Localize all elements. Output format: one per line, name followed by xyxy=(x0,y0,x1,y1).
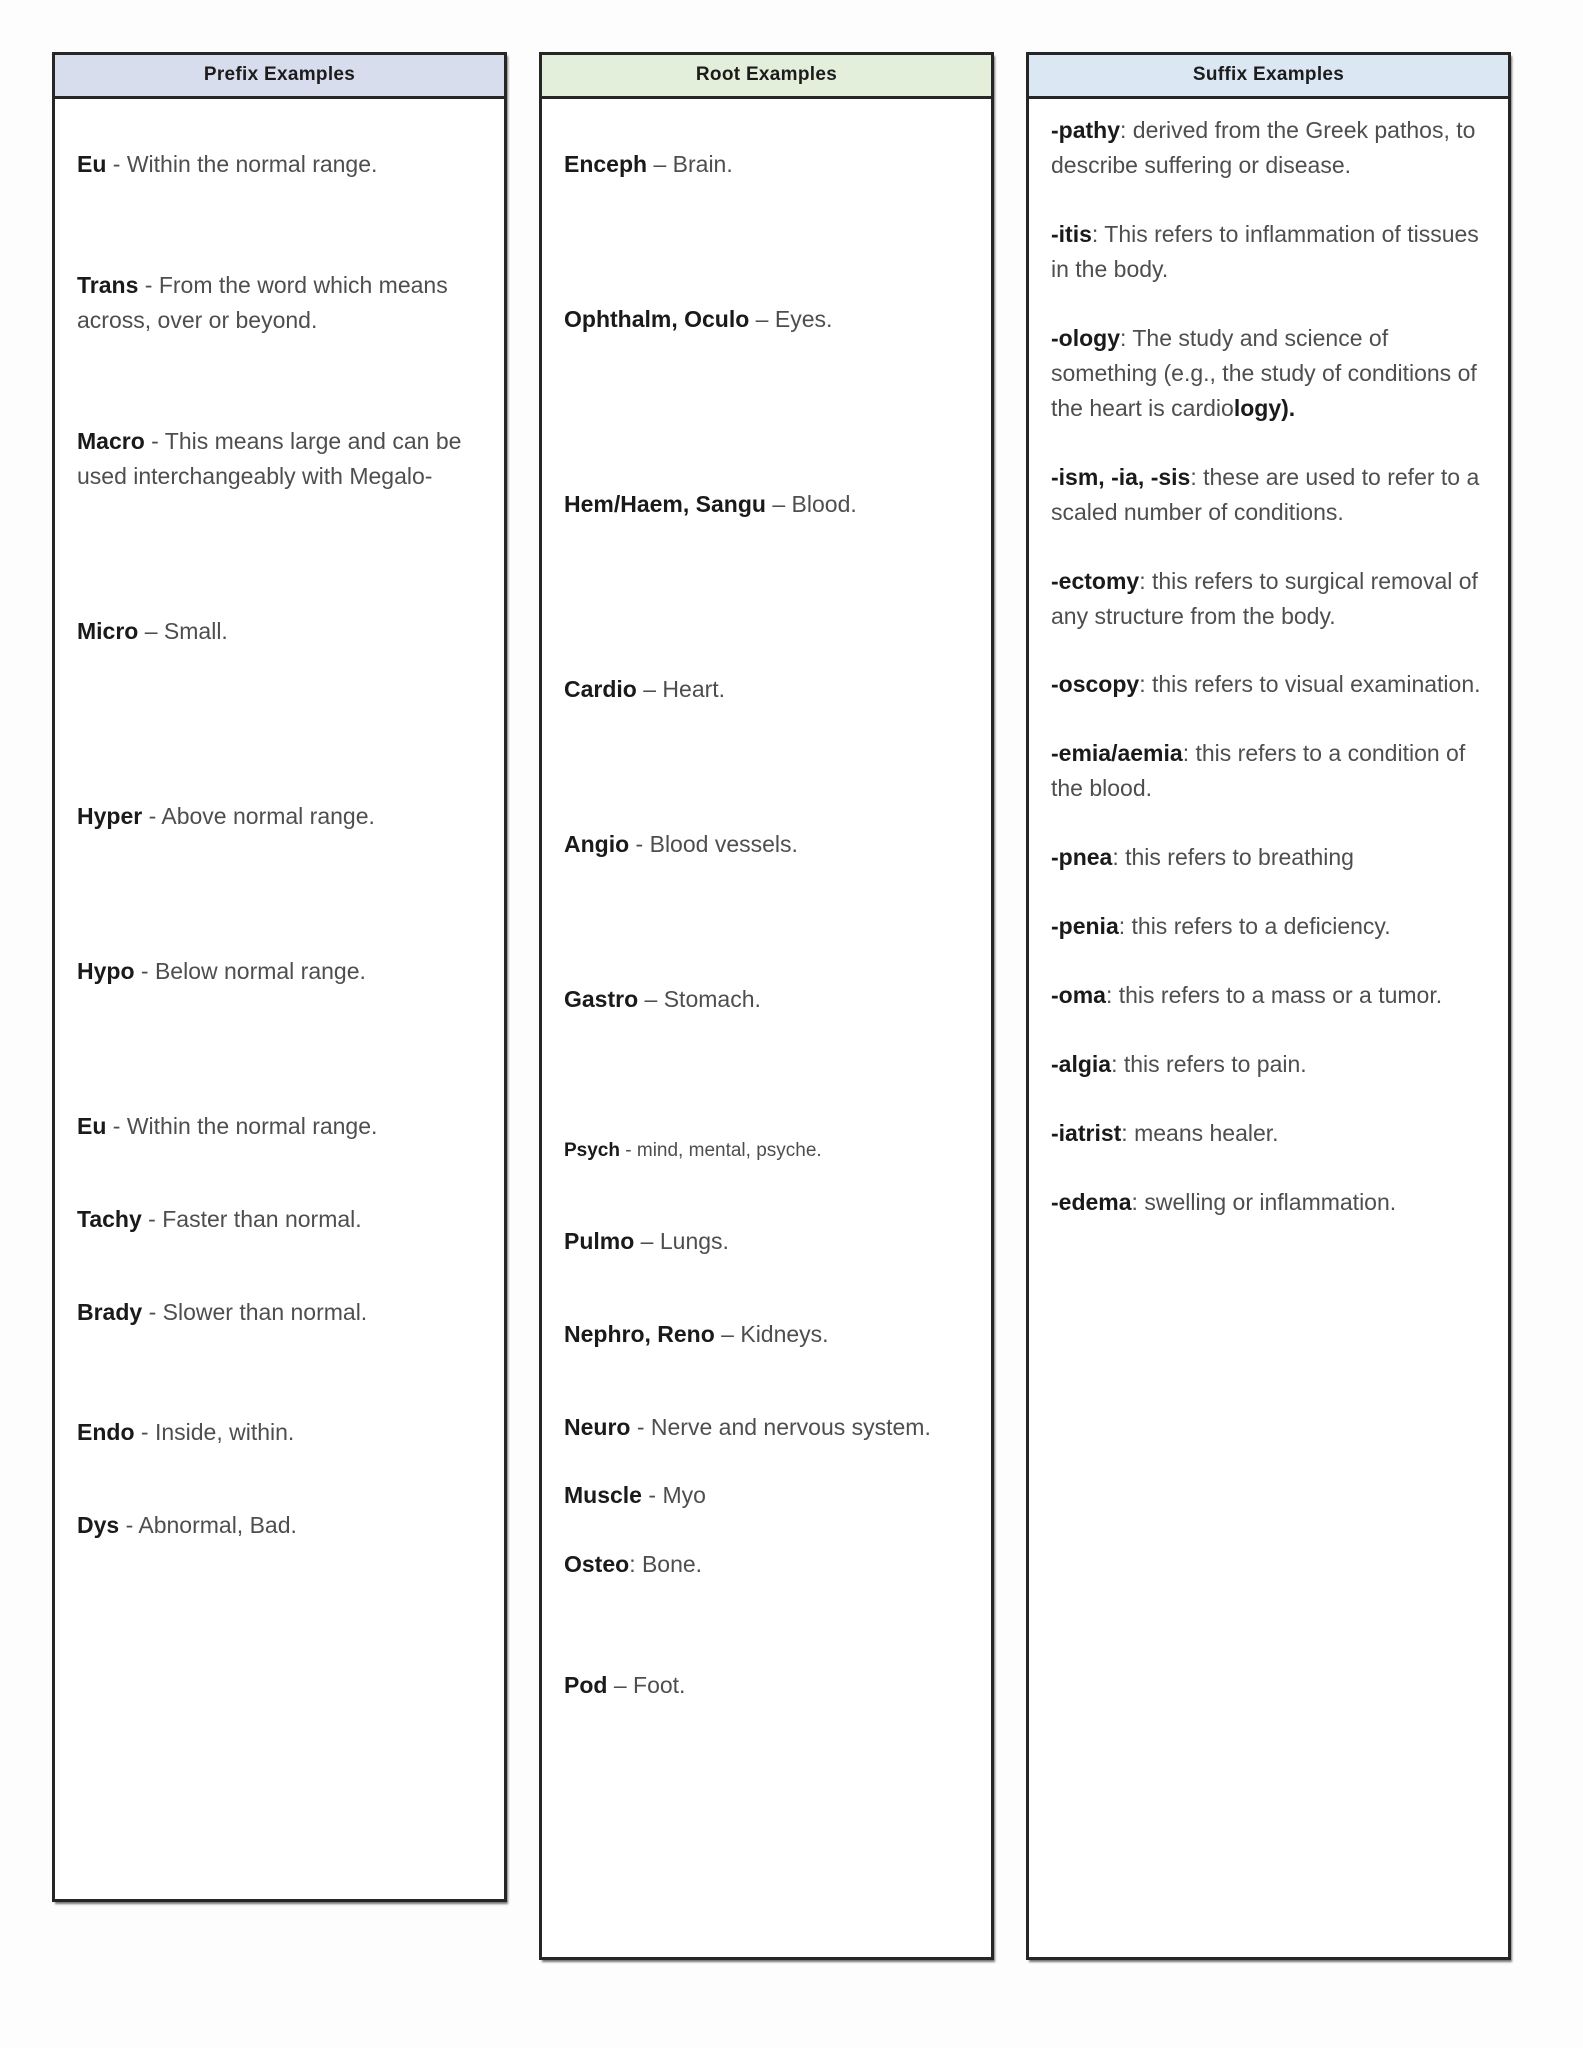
entry-separator: - xyxy=(629,830,650,857)
entry-definition: Slower than normal. xyxy=(162,1298,368,1325)
entry-separator: – xyxy=(138,617,164,644)
entry-definition: This means large and can be used interchangeably with Megalo- xyxy=(77,427,462,489)
entry-separator: : xyxy=(1139,671,1152,698)
entry-definition: these are used to refer to a scaled number of conditions. xyxy=(1051,463,1480,525)
entry-separator: – xyxy=(714,1320,741,1347)
entry-term: Psych xyxy=(564,1139,620,1161)
entry-separator: : xyxy=(1112,844,1126,871)
entry-separator: - xyxy=(134,957,155,984)
entry-prefix-2 xyxy=(77,424,486,494)
entry-term: Hem/Haem, Sangu xyxy=(564,490,766,517)
entry-root-11 xyxy=(564,1547,973,1582)
entry-definition: this refers to breathing xyxy=(1125,844,1354,871)
entry-definition: Heart. xyxy=(662,675,726,702)
entry-root-2 xyxy=(564,487,973,522)
entry-separator: - xyxy=(619,1139,637,1161)
entry-definition: Abnormal, Bad. xyxy=(138,1512,297,1539)
entry-definition: this refers to a deficiency. xyxy=(1131,913,1391,940)
column-body-root xyxy=(542,99,991,1957)
entry-term: Angio xyxy=(564,830,630,857)
entry-definition: derived from the Greek pathos, to describe suffering or disease. xyxy=(1051,117,1476,178)
entry-separator: : xyxy=(1120,117,1133,143)
entry-separator: - xyxy=(138,271,159,298)
entry-definition: Within the normal range. xyxy=(126,151,378,177)
entry-root-5 xyxy=(564,982,973,1017)
entry-suffix-6 xyxy=(1051,736,1490,806)
entry-suffix-11 xyxy=(1051,1116,1490,1151)
entry-definition: Nerve and nervous system. xyxy=(650,1413,931,1440)
entry-prefix-10 xyxy=(77,1508,486,1543)
entry-definition: this refers to pain. xyxy=(1123,1051,1307,1078)
entry-separator: – xyxy=(636,675,663,702)
entry-term: Muscle xyxy=(564,1482,642,1509)
column-header-prefix: Prefix Examples xyxy=(55,55,504,99)
entry-separator: - xyxy=(106,1112,127,1139)
entry-term: Dys xyxy=(77,1512,120,1539)
entry-suffix-2 xyxy=(1051,321,1490,426)
entry-separator: - xyxy=(106,151,127,177)
entry-term: Hyper xyxy=(77,802,143,829)
entry-separator: : xyxy=(1118,913,1132,940)
entry-definition: means healer. xyxy=(1134,1120,1279,1147)
entry-suffix-1 xyxy=(1051,217,1490,287)
entry-suffix-9 xyxy=(1051,978,1490,1013)
entry-term: -oscopy xyxy=(1051,671,1140,698)
entry-term: Cardio xyxy=(564,675,637,702)
entry-prefix-3 xyxy=(77,614,486,649)
entry-definition: From the word which means across, over or beyond. xyxy=(77,271,448,333)
entry-term: -algia xyxy=(1051,1051,1112,1078)
entry-prefix-1 xyxy=(77,268,486,338)
entry-separator: – xyxy=(607,1672,634,1699)
entry-prefix-8 xyxy=(77,1295,486,1330)
entry-prefix-5 xyxy=(77,954,486,989)
entry-term: Hypo xyxy=(77,957,135,984)
entry-term: Neuro xyxy=(564,1413,631,1440)
entry-term: Endo xyxy=(77,1419,135,1446)
entry-definition: Foot. xyxy=(633,1672,686,1699)
entry-term: Trans xyxy=(77,271,139,298)
entry-definition: Stomach. xyxy=(663,985,761,1012)
entry-separator: : xyxy=(1121,1120,1135,1147)
entry-term: Brady xyxy=(77,1298,143,1325)
entry-suffix-12 xyxy=(1051,1185,1490,1220)
entry-term: -pnea xyxy=(1051,844,1113,871)
entry-term: Eu xyxy=(77,151,107,177)
entry-separator: : xyxy=(1190,463,1204,490)
entry-separator: – xyxy=(749,305,775,332)
entry-prefix-6 xyxy=(77,1109,486,1144)
entry-definition: mind, mental, psyche. xyxy=(636,1139,822,1161)
entry-definition: This refers to inflammation of tissues in the body. xyxy=(1051,220,1479,282)
column-body-prefix xyxy=(55,99,504,1899)
entry-root-4 xyxy=(564,827,973,862)
entry-definition: Brain. xyxy=(672,151,733,177)
entry-term: Osteo xyxy=(564,1551,630,1578)
entry-separator: – xyxy=(638,985,664,1012)
entry-term: -ology xyxy=(1051,324,1120,351)
entry-definition: Above normal range. xyxy=(161,802,375,829)
entry-definition: Below normal range. xyxy=(154,957,366,984)
entry-suffix-10 xyxy=(1051,1047,1490,1082)
entry-root-9 xyxy=(564,1410,973,1445)
entry-definition: this refers to surgical removal of any structure from the body. xyxy=(1051,567,1478,629)
entry-definition: Kidneys. xyxy=(740,1320,829,1347)
entry-prefix-4 xyxy=(77,799,486,834)
entry-term: Pulmo xyxy=(564,1227,635,1254)
entry-separator: - xyxy=(641,1482,663,1509)
entry-root-12 xyxy=(564,1668,973,1703)
entry-separator: - xyxy=(134,1419,155,1446)
entry-suffix-5 xyxy=(1051,667,1490,702)
entry-term: Gastro xyxy=(564,985,639,1012)
entry-suffix-8 xyxy=(1051,909,1490,944)
column-root xyxy=(539,52,994,1960)
entry-suffix-7 xyxy=(1051,840,1490,875)
entry-separator: : xyxy=(1105,982,1119,1009)
entry-root-8 xyxy=(564,1317,973,1352)
entry-definition: Small. xyxy=(163,617,228,644)
entry-separator: : xyxy=(1131,1189,1145,1216)
column-header-root: Root Examples xyxy=(542,55,991,99)
entry-term: Micro xyxy=(77,617,139,644)
entry-definition: The study and science of something (e.g., the study of conditions of the heart is cardio xyxy=(1051,324,1477,421)
entry-definition: Lungs. xyxy=(659,1227,729,1254)
entry-separator: : xyxy=(1111,1051,1124,1078)
entry-definition: swelling or inflammation. xyxy=(1144,1189,1397,1216)
entry-separator: – xyxy=(634,1227,660,1254)
column-header-suffix: Suffix Examples xyxy=(1029,55,1508,99)
entry-term: -itis xyxy=(1051,220,1092,247)
entry-term: Macro xyxy=(77,427,145,454)
entry-term: -ism, -ia, -sis xyxy=(1051,463,1191,490)
entry-definition: this refers to a condition of the blood. xyxy=(1051,740,1466,802)
entry-term: Pod xyxy=(564,1672,608,1699)
entry-definition: Blood vessels. xyxy=(649,830,798,857)
entry-definition: Blood. xyxy=(791,490,857,517)
entry-definition: Faster than normal. xyxy=(162,1205,362,1232)
entry-separator: : xyxy=(629,1551,642,1578)
entry-term: Ophthalm, Oculo xyxy=(564,305,750,332)
entry-prefix-9 xyxy=(77,1415,486,1450)
entry-definition: Within the normal range. xyxy=(126,1112,378,1139)
entry-root-1 xyxy=(564,302,973,337)
entry-suffix-0 xyxy=(1051,113,1490,183)
entry-term: -ectomy xyxy=(1051,567,1140,594)
entry-separator: - xyxy=(142,1298,163,1325)
entry-separator: - xyxy=(630,1413,651,1440)
entry-separator: : xyxy=(1182,740,1196,767)
entry-suffix-4 xyxy=(1051,564,1490,634)
entry-definition: Inside, within. xyxy=(154,1419,295,1446)
entry-separator: - xyxy=(141,1205,163,1232)
entry-root-7 xyxy=(564,1224,973,1259)
entry-term: -edema xyxy=(1051,1189,1132,1216)
entry-term: Eu xyxy=(77,1112,107,1139)
entry-root-0 xyxy=(564,147,973,182)
column-body-suffix xyxy=(1029,99,1508,1957)
entry-definition-emphasis: logy). xyxy=(1233,394,1296,421)
entry-separator: - xyxy=(119,1512,139,1539)
entry-separator: : xyxy=(1120,324,1133,351)
entry-suffix-3 xyxy=(1051,460,1490,530)
entry-term: -pathy xyxy=(1051,117,1120,143)
entry-separator: : xyxy=(1139,567,1152,594)
entry-definition: Eyes. xyxy=(774,305,833,332)
entry-root-3 xyxy=(564,672,973,707)
entry-definition: Bone. xyxy=(641,1551,703,1578)
entry-root-6 xyxy=(564,1137,973,1166)
entry-term: Nephro, Reno xyxy=(564,1320,715,1347)
entry-separator: : xyxy=(1091,220,1105,247)
entry-term: -emia/aemia xyxy=(1051,740,1183,767)
entry-term: Enceph xyxy=(564,151,648,177)
column-suffix xyxy=(1026,52,1511,1960)
entry-separator: - xyxy=(144,427,165,454)
entry-definition: this refers to a mass or a tumor. xyxy=(1118,982,1443,1009)
entry-prefix-7 xyxy=(77,1202,486,1237)
entry-term: -penia xyxy=(1051,913,1119,940)
entry-separator: – xyxy=(765,490,792,517)
entry-separator: - xyxy=(142,802,162,829)
column-prefix xyxy=(52,52,507,1902)
entry-definition: Myo xyxy=(662,1482,706,1509)
entry-definition: this refers to visual examination. xyxy=(1151,671,1481,698)
entry-separator: – xyxy=(647,151,673,177)
entry-root-10 xyxy=(564,1478,973,1513)
columns-container xyxy=(52,52,1532,1960)
entry-prefix-0 xyxy=(77,147,486,182)
entry-term: -iatrist xyxy=(1051,1120,1122,1147)
entry-term: Tachy xyxy=(77,1205,142,1232)
entry-term: -oma xyxy=(1051,982,1106,1009)
